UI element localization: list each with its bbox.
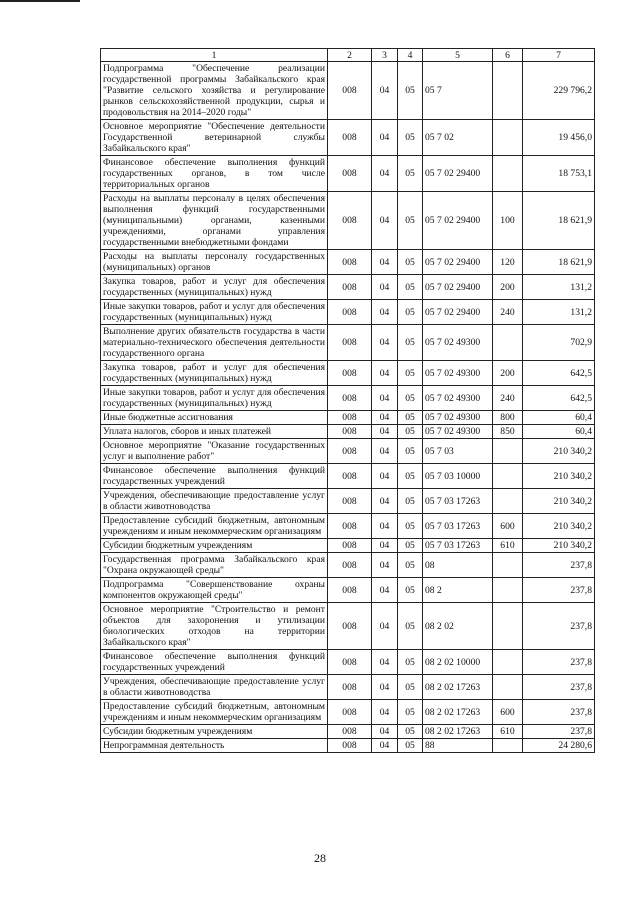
col-header-4: 4 xyxy=(398,49,423,62)
section-code-cell: 04 xyxy=(372,192,398,250)
col-header-3: 3 xyxy=(372,49,398,62)
row-name-cell: Расходы на выплаты персоналу государственных (муниципальных) органов xyxy=(101,250,328,275)
amount-cell: 131,2 xyxy=(523,275,595,300)
target-code-cell: 05 7 03 17263 xyxy=(423,489,493,514)
table-row xyxy=(101,250,595,275)
admin-code-cell: 008 xyxy=(328,603,372,650)
table-row xyxy=(101,62,595,120)
subsection-code-cell: 05 xyxy=(398,539,423,553)
table-row xyxy=(101,439,595,464)
row-name-cell: Субсидии бюджетным учреждениям xyxy=(101,539,328,553)
row-name-cell: Финансовое обеспечение выполнения функций государственных учреждений xyxy=(101,464,328,489)
target-code-cell: 08 2 02 17263 xyxy=(423,700,493,725)
target-code-cell: 05 7 02 49300 xyxy=(423,325,493,361)
target-code-cell: 05 7 02 49300 xyxy=(423,425,493,439)
admin-code-cell: 008 xyxy=(328,650,372,675)
subsection-code-cell: 05 xyxy=(398,156,423,192)
expense-type-cell xyxy=(493,120,523,156)
subsection-code-cell: 05 xyxy=(398,578,423,603)
row-name-cell: Выполнение других обязательств государства в части материально-технического обеспечения деятельности государственного органа xyxy=(101,325,328,361)
admin-code-cell: 008 xyxy=(328,425,372,439)
section-code-cell: 04 xyxy=(372,489,398,514)
admin-code-cell: 008 xyxy=(328,120,372,156)
expense-type-cell: 100 xyxy=(493,192,523,250)
table-row xyxy=(101,650,595,675)
col-header-6: 6 xyxy=(493,49,523,62)
subsection-code-cell: 05 xyxy=(398,192,423,250)
expense-type-cell: 240 xyxy=(493,300,523,325)
admin-code-cell: 008 xyxy=(328,725,372,739)
row-name-cell: Основное мероприятие "Обеспечение деятельности Государственной ветеринарной службы Забайкальского края" xyxy=(101,120,328,156)
section-code-cell: 04 xyxy=(372,386,398,411)
table-row xyxy=(101,725,595,739)
subsection-code-cell: 05 xyxy=(398,361,423,386)
expense-type-cell xyxy=(493,464,523,489)
amount-cell: 237,8 xyxy=(523,700,595,725)
expense-type-cell xyxy=(493,553,523,578)
section-code-cell: 04 xyxy=(372,603,398,650)
scan-edge-mark xyxy=(0,0,80,2)
budget-table xyxy=(100,48,595,753)
admin-code-cell: 008 xyxy=(328,578,372,603)
admin-code-cell: 008 xyxy=(328,675,372,700)
amount-cell: 18 621,9 xyxy=(523,192,595,250)
amount-cell: 210 340,2 xyxy=(523,464,595,489)
table-header-row xyxy=(101,49,595,62)
row-name-cell: Предоставление субсидий бюджетным, автономным учреждениям и иным некоммерческим организациям xyxy=(101,700,328,725)
amount-cell: 237,8 xyxy=(523,650,595,675)
section-code-cell: 04 xyxy=(372,275,398,300)
target-code-cell: 88 xyxy=(423,739,493,753)
table-row xyxy=(101,325,595,361)
admin-code-cell: 008 xyxy=(328,539,372,553)
table-row xyxy=(101,192,595,250)
table-row xyxy=(101,739,595,753)
target-code-cell: 08 2 02 17263 xyxy=(423,725,493,739)
section-code-cell: 04 xyxy=(372,325,398,361)
target-code-cell: 05 7 02 49300 xyxy=(423,411,493,425)
table-row xyxy=(101,411,595,425)
target-code-cell: 05 7 02 29400 xyxy=(423,275,493,300)
table-row xyxy=(101,578,595,603)
table-body xyxy=(101,62,595,753)
target-code-cell: 08 2 02 10000 xyxy=(423,650,493,675)
section-code-cell: 04 xyxy=(372,514,398,539)
subsection-code-cell: 05 xyxy=(398,700,423,725)
expense-type-cell xyxy=(493,603,523,650)
amount-cell: 642,5 xyxy=(523,361,595,386)
target-code-cell: 05 7 03 xyxy=(423,439,493,464)
amount-cell: 237,8 xyxy=(523,675,595,700)
target-code-cell: 08 2 xyxy=(423,578,493,603)
section-code-cell: 04 xyxy=(372,553,398,578)
amount-cell: 18 753,1 xyxy=(523,156,595,192)
row-name-cell: Уплата налогов, сборов и иных платежей xyxy=(101,425,328,439)
amount-cell: 237,8 xyxy=(523,578,595,603)
admin-code-cell: 008 xyxy=(328,250,372,275)
row-name-cell: Подпрограмма "Обеспечение реализации государственной программы Забайкальского края "Развитие сельского хозяйства и регулирование рынков сельскохозяйственной продукции, сырья и продовольствия на 2014–2020 годы" xyxy=(101,62,328,120)
expense-type-cell: 200 xyxy=(493,275,523,300)
target-code-cell: 08 xyxy=(423,553,493,578)
subsection-code-cell: 05 xyxy=(398,275,423,300)
section-code-cell: 04 xyxy=(372,539,398,553)
subsection-code-cell: 05 xyxy=(398,411,423,425)
section-code-cell: 04 xyxy=(372,464,398,489)
table-row xyxy=(101,514,595,539)
section-code-cell: 04 xyxy=(372,700,398,725)
table-row xyxy=(101,603,595,650)
col-header-1: 1 xyxy=(101,49,328,62)
expense-type-cell: 600 xyxy=(493,700,523,725)
section-code-cell: 04 xyxy=(372,675,398,700)
admin-code-cell: 008 xyxy=(328,275,372,300)
admin-code-cell: 008 xyxy=(328,386,372,411)
table-row xyxy=(101,275,595,300)
target-code-cell: 05 7 02 29400 xyxy=(423,250,493,275)
section-code-cell: 04 xyxy=(372,62,398,120)
expense-type-cell xyxy=(493,578,523,603)
target-code-cell: 05 7 02 49300 xyxy=(423,361,493,386)
section-code-cell: 04 xyxy=(372,739,398,753)
amount-cell: 60,4 xyxy=(523,411,595,425)
subsection-code-cell: 05 xyxy=(398,514,423,539)
section-code-cell: 04 xyxy=(372,725,398,739)
row-name-cell: Непрограммная деятельность xyxy=(101,739,328,753)
admin-code-cell: 008 xyxy=(328,514,372,539)
expense-type-cell xyxy=(493,62,523,120)
col-header-7: 7 xyxy=(523,49,595,62)
target-code-cell: 05 7 02 29400 xyxy=(423,300,493,325)
row-name-cell: Расходы на выплаты персоналу в целях обеспечения выполнения функций государственными (муниципальными) органами, казенными учреждениями, органами управления государственными внебюджетными фондами xyxy=(101,192,328,250)
table-row xyxy=(101,300,595,325)
subsection-code-cell: 05 xyxy=(398,603,423,650)
section-code-cell: 04 xyxy=(372,578,398,603)
expense-type-cell: 610 xyxy=(493,539,523,553)
subsection-code-cell: 05 xyxy=(398,425,423,439)
expense-type-cell xyxy=(493,489,523,514)
row-name-cell: Субсидии бюджетным учреждениям xyxy=(101,725,328,739)
target-code-cell: 05 7 02 29400 xyxy=(423,192,493,250)
row-name-cell: Государственная программа Забайкальского края "Охрана окружающей среды" xyxy=(101,553,328,578)
subsection-code-cell: 05 xyxy=(398,725,423,739)
expense-type-cell xyxy=(493,739,523,753)
subsection-code-cell: 05 xyxy=(398,386,423,411)
subsection-code-cell: 05 xyxy=(398,675,423,700)
row-name-cell: Основное мероприятие "Оказание государственных услуг и выполнение работ" xyxy=(101,439,328,464)
amount-cell: 229 796,2 xyxy=(523,62,595,120)
section-code-cell: 04 xyxy=(372,439,398,464)
amount-cell: 642,5 xyxy=(523,386,595,411)
section-code-cell: 04 xyxy=(372,250,398,275)
admin-code-cell: 008 xyxy=(328,411,372,425)
amount-cell: 237,8 xyxy=(523,553,595,578)
admin-code-cell: 008 xyxy=(328,739,372,753)
expense-type-cell xyxy=(493,325,523,361)
target-code-cell: 08 2 02 xyxy=(423,603,493,650)
expense-type-cell xyxy=(493,650,523,675)
admin-code-cell: 008 xyxy=(328,464,372,489)
amount-cell: 210 340,2 xyxy=(523,539,595,553)
row-name-cell: Учреждения, обеспечивающие предоставление услуг в области животноводства xyxy=(101,675,328,700)
section-code-cell: 04 xyxy=(372,120,398,156)
table-row xyxy=(101,156,595,192)
subsection-code-cell: 05 xyxy=(398,439,423,464)
expense-type-cell: 200 xyxy=(493,361,523,386)
row-name-cell: Закупка товаров, работ и услуг для обеспечения государственных (муниципальных) нужд xyxy=(101,275,328,300)
section-code-cell: 04 xyxy=(372,650,398,675)
expense-type-cell: 120 xyxy=(493,250,523,275)
subsection-code-cell: 05 xyxy=(398,325,423,361)
expense-type-cell xyxy=(493,439,523,464)
section-code-cell: 04 xyxy=(372,156,398,192)
section-code-cell: 04 xyxy=(372,300,398,325)
amount-cell: 210 340,2 xyxy=(523,439,595,464)
section-code-cell: 04 xyxy=(372,411,398,425)
subsection-code-cell: 05 xyxy=(398,739,423,753)
table-row xyxy=(101,539,595,553)
expense-type-cell: 600 xyxy=(493,514,523,539)
row-name-cell: Иные бюджетные ассигнования xyxy=(101,411,328,425)
subsection-code-cell: 05 xyxy=(398,553,423,578)
admin-code-cell: 008 xyxy=(328,700,372,725)
amount-cell: 19 456,0 xyxy=(523,120,595,156)
amount-cell: 131,2 xyxy=(523,300,595,325)
target-code-cell: 05 7 02 49300 xyxy=(423,386,493,411)
col-header-5: 5 xyxy=(423,49,493,62)
subsection-code-cell: 05 xyxy=(398,650,423,675)
amount-cell: 24 280,6 xyxy=(523,739,595,753)
table-row xyxy=(101,489,595,514)
expense-type-cell: 850 xyxy=(493,425,523,439)
admin-code-cell: 008 xyxy=(328,325,372,361)
expense-type-cell xyxy=(493,156,523,192)
row-name-cell: Финансовое обеспечение выполнения функций государственных органов, в том числе территориальных органов xyxy=(101,156,328,192)
subsection-code-cell: 05 xyxy=(398,464,423,489)
table-row xyxy=(101,361,595,386)
admin-code-cell: 008 xyxy=(328,192,372,250)
target-code-cell: 05 7 xyxy=(423,62,493,120)
target-code-cell: 08 2 02 17263 xyxy=(423,675,493,700)
amount-cell: 210 340,2 xyxy=(523,489,595,514)
target-code-cell: 05 7 03 10000 xyxy=(423,464,493,489)
table-row xyxy=(101,425,595,439)
table-row xyxy=(101,464,595,489)
amount-cell: 210 340,2 xyxy=(523,514,595,539)
table-row xyxy=(101,120,595,156)
amount-cell: 702,9 xyxy=(523,325,595,361)
admin-code-cell: 008 xyxy=(328,553,372,578)
row-name-cell: Финансовое обеспечение выполнения функций государственных учреждений xyxy=(101,650,328,675)
target-code-cell: 05 7 02 xyxy=(423,120,493,156)
col-header-2: 2 xyxy=(328,49,372,62)
expense-type-cell xyxy=(493,675,523,700)
amount-cell: 60,4 xyxy=(523,425,595,439)
table-row xyxy=(101,675,595,700)
row-name-cell: Учреждения, обеспечивающие предоставление услуг в области животноводства xyxy=(101,489,328,514)
subsection-code-cell: 05 xyxy=(398,300,423,325)
row-name-cell: Закупка товаров, работ и услуг для обеспечения государственных (муниципальных) нужд xyxy=(101,361,328,386)
table-row xyxy=(101,553,595,578)
target-code-cell: 05 7 03 17263 xyxy=(423,539,493,553)
admin-code-cell: 008 xyxy=(328,361,372,386)
row-name-cell: Иные закупки товаров, работ и услуг для обеспечения государственных (муниципальных) нужд xyxy=(101,386,328,411)
admin-code-cell: 008 xyxy=(328,439,372,464)
amount-cell: 18 621,9 xyxy=(523,250,595,275)
expense-type-cell: 240 xyxy=(493,386,523,411)
expense-type-cell: 800 xyxy=(493,411,523,425)
page-number: 28 xyxy=(314,851,326,865)
subsection-code-cell: 05 xyxy=(398,62,423,120)
subsection-code-cell: 05 xyxy=(398,250,423,275)
row-name-cell: Подпрограмма "Совершенствование охраны компонентов окружающей среды" xyxy=(101,578,328,603)
admin-code-cell: 008 xyxy=(328,489,372,514)
section-code-cell: 04 xyxy=(372,425,398,439)
admin-code-cell: 008 xyxy=(328,62,372,120)
subsection-code-cell: 05 xyxy=(398,120,423,156)
row-name-cell: Основное мероприятие "Строительство и ремонт объектов для захоронения и утилизации биологических отходов на территории Забайкальского края" xyxy=(101,603,328,650)
row-name-cell: Иные закупки товаров, работ и услуг для обеспечения государственных (муниципальных) нужд xyxy=(101,300,328,325)
row-name-cell: Предоставление субсидий бюджетным, автономным учреждениям и иным некоммерческим организациям xyxy=(101,514,328,539)
table-row xyxy=(101,700,595,725)
target-code-cell: 05 7 03 17263 xyxy=(423,514,493,539)
admin-code-cell: 008 xyxy=(328,300,372,325)
amount-cell: 237,8 xyxy=(523,725,595,739)
expense-type-cell: 610 xyxy=(493,725,523,739)
table-row xyxy=(101,386,595,411)
admin-code-cell: 008 xyxy=(328,156,372,192)
amount-cell: 237,8 xyxy=(523,603,595,650)
subsection-code-cell: 05 xyxy=(398,489,423,514)
section-code-cell: 04 xyxy=(372,361,398,386)
target-code-cell: 05 7 02 29400 xyxy=(423,156,493,192)
